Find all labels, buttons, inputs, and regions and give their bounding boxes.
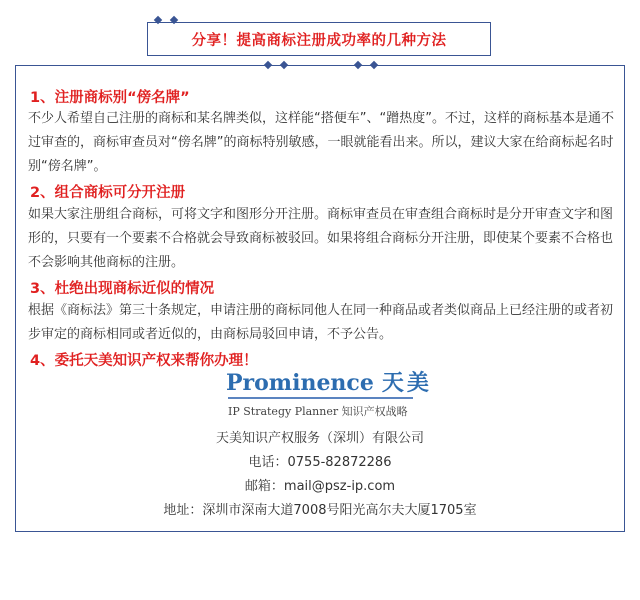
section-text-2: 如果大家注册组合商标，可将文字和图形分开注册。商标审查员在审查组合商标时是分开审查文字和图形的，只要有一个要素不合格就会导致商标被驳回。如果将组合商标分开注册，即使某个要素不合格也不会影响其他商标的注册。 (28, 207, 614, 270)
section-heading-2: 2、组合商标可分开注册 (30, 185, 186, 201)
content-box (15, 65, 625, 532)
logo-wordmark (226, 366, 432, 397)
logo-divider (228, 397, 413, 399)
phone-line: 电话：0755-82872286 (248, 455, 392, 470)
section-heading-1: 1、注册商标别“傍名牌” (30, 90, 190, 106)
address-line: 地址：深圳市深南大道7008号阳光高尔夫大厦1705室 (163, 503, 477, 518)
title-box (147, 22, 491, 56)
company-name: 天美知识产权服务（深圳）有限公司 (215, 431, 424, 446)
section-heading-4: 4、委托天美知识产权来帮你办理！ (30, 353, 258, 369)
page-title: 分享！提高商标注册成功率的几种方法 (191, 32, 447, 49)
company-logo (226, 366, 432, 422)
section-text-3: 根据《商标法》第三十条规定，申请注册的商标同他人在同一种商品或者类似商品上已经注册的或者初步审定的商标相同或者近似的，由商标局驳回申请，不予公告。 (28, 303, 614, 342)
section-text-1: 不少人希望自己注册的商标和某名牌类似，这样能“搭便车”、“蹭热度”。不过，这样的商标基本是通不过审查的，商标审查员对“傍名牌”的商标特别敏感，一眼就能看出来。所以，建议大家在给商标起名时别“傍名牌”。 (28, 111, 614, 174)
section-heading-3: 3、杜绝出现商标近似的情况 (30, 281, 215, 297)
email-line: 邮箱：mail@psz-ip.com (244, 479, 396, 494)
logo-brand-en: Prominence (226, 370, 374, 396)
logo-brand-cn: 天美 (381, 370, 432, 396)
logo-tagline: IP Strategy Planner 知识产权战略 (228, 405, 408, 418)
